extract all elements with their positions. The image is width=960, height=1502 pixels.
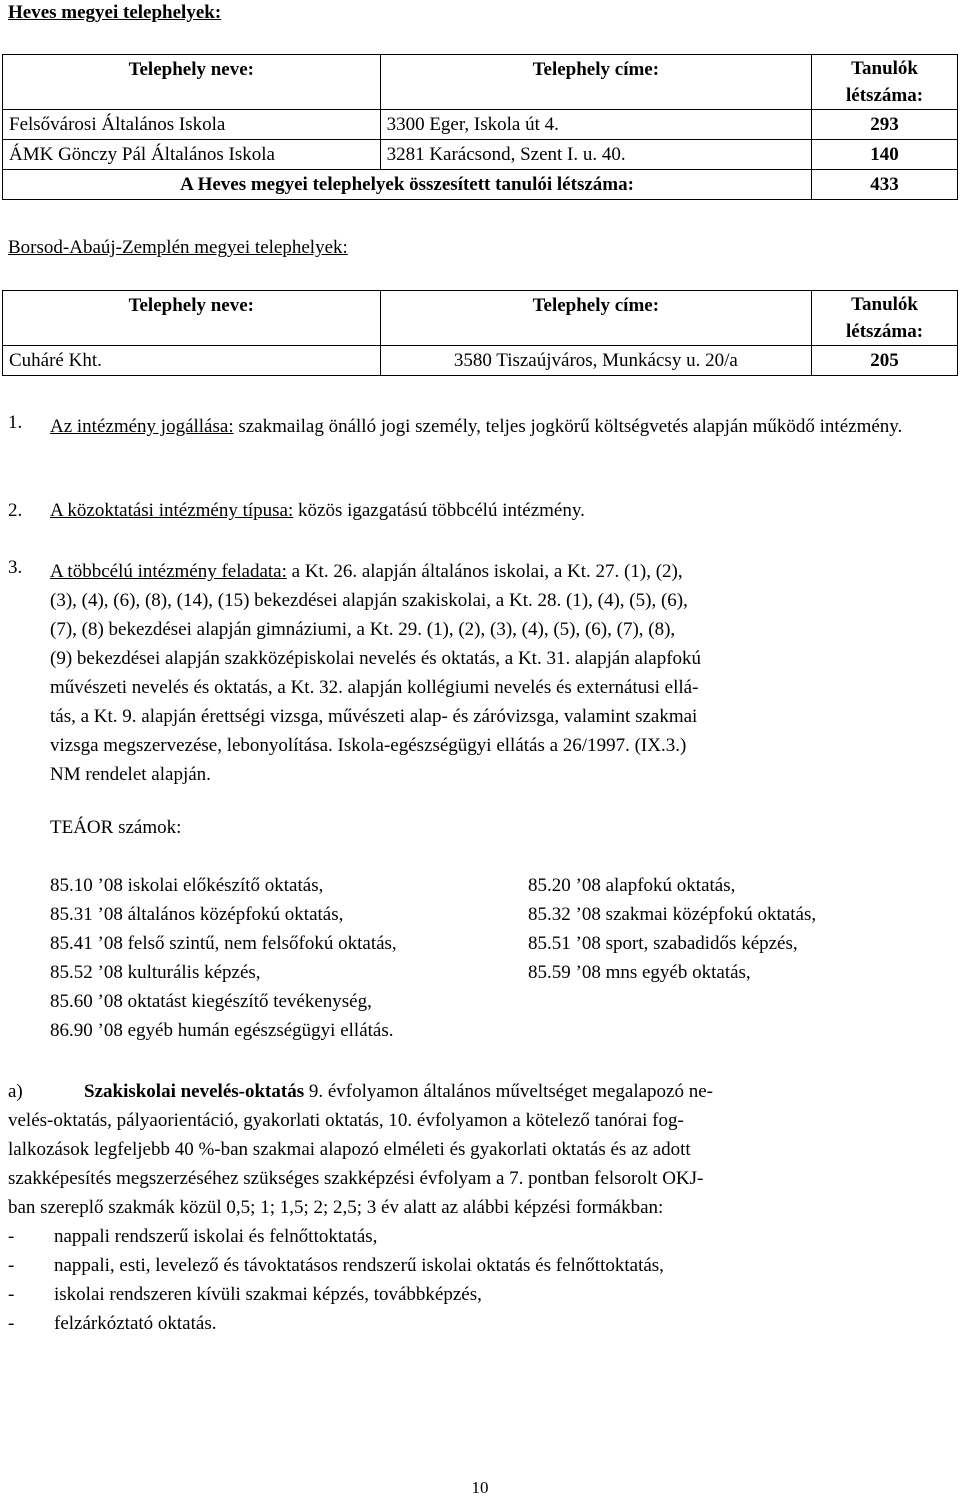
section-a-line: ban szereplő szakmák közül 0,5; 1; 1,5; 2; 2,5; 3 év alatt az alábbi képzési formákban:: [8, 1197, 664, 1218]
dash-icon: -: [8, 1255, 15, 1276]
total-value: 433: [812, 170, 958, 200]
section-a-line: velés-oktatás, pályaorientáció, gyakorlati oktatás, 10. évfolyamon a kötelező tanórai fog-: [8, 1110, 684, 1131]
item-1-label: Az intézmény jogállása:: [50, 416, 234, 437]
site-name: ÁMK Gönczy Pál Általános Iskola: [3, 140, 381, 170]
list-item-text: felzárkóztató oktatás.: [54, 1313, 217, 1334]
heves-header-name: Telephely neve:: [3, 55, 381, 110]
item-3-number: 3.: [8, 557, 23, 578]
item-3-line: vizsga megszervezése, lebonyolítása. Iskola-egészségügyi ellátás a 26/1997. (IX.3.): [50, 735, 687, 756]
heves-heading: Heves megyei telephelyek:: [8, 2, 222, 23]
page-number: 10: [471, 1478, 489, 1497]
list-item: [8, 1309, 928, 1338]
site-address: 3300 Eger, Iskola út 4.: [380, 110, 812, 140]
section-a-label: Szakiskolai nevelés-oktatás: [84, 1081, 305, 1102]
teaor-item: 85.41 ’08 felső szintű, nem felsőfokú oktatás,: [50, 933, 397, 954]
teaor-item: 85.52 ’08 kulturális képzés,: [50, 962, 261, 983]
list-item-text: iskolai rendszeren kívüli szakmai képzés, továbbképzés,: [54, 1284, 482, 1305]
teaor-right-list: [528, 871, 816, 987]
borsod-header-row: [3, 291, 958, 346]
heves-header-count-2: létszáma:: [846, 85, 924, 106]
item-3-line: a Kt. 26. alapján általános iskolai, a Kt. 27. (1), (2),: [286, 561, 683, 582]
item-3-line: NM rendelet alapján.: [50, 764, 211, 785]
item-2-label: A közoktatási intézmény típusa:: [50, 500, 294, 521]
item-3-line: (9) bekezdései alapján szakközépiskolai nevelés és oktatás, a Kt. 31. alapján alapfokú: [50, 648, 702, 669]
item-3-line: (7), (8) bekezdései alapján gimnáziumi, a Kt. 29. (1), (2), (3), (4), (5), (6), (7), (8),: [50, 619, 676, 640]
site-name: Felsővárosi Általános Iskola: [3, 110, 381, 140]
heves-header-count-1: Tanulók: [851, 58, 918, 79]
site-address: 3281 Karácsond, Szent I. u. 40.: [380, 140, 812, 170]
item-3-label: A többcélú intézmény feladata:: [50, 561, 287, 582]
site-count: 293: [812, 110, 958, 140]
table-row: [3, 140, 958, 170]
site-count: 140: [812, 140, 958, 170]
teaor-item: 85.60 ’08 oktatást kiegészítő tevékenység,: [50, 991, 372, 1012]
item-3-line: művészeti nevelés és oktatás, a Kt. 32. alapján kollégiumi nevelés és externátusi ellá-: [50, 677, 699, 698]
teaor-item: 85.10 ’08 iskolai előkészítő oktatás,: [50, 875, 324, 896]
list-item: [8, 1251, 928, 1280]
table-row: [3, 346, 958, 376]
teaor-item: 85.32 ’08 szakmai középfokú oktatás,: [528, 904, 817, 925]
teaor-item: 85.51 ’08 sport, szabadidős képzés,: [528, 933, 798, 954]
heves-header-row: [3, 55, 958, 110]
teaor-item: 85.20 ’08 alapfokú oktatás,: [528, 875, 736, 896]
borsod-heading: Borsod-Abaúj-Zemplén megyei telephelyek:: [8, 237, 348, 258]
list-item: [8, 1222, 928, 1251]
dash-icon: -: [8, 1226, 15, 1247]
item-2-number: 2.: [8, 500, 23, 521]
site-name: Cuháré Kht.: [3, 346, 381, 376]
heves-header-address: Telephely címe:: [380, 55, 812, 110]
list-item-text: nappali rendszerű iskolai és felnőttoktatás,: [54, 1226, 378, 1247]
section-a: [8, 1077, 928, 1338]
heves-header-count: [812, 55, 958, 110]
borsod-header-count-2: létszáma:: [846, 321, 924, 342]
total-label: A Heves megyei telephelyek összesített tanulói létszáma:: [3, 170, 812, 200]
list-item: [8, 1280, 928, 1309]
teaor-title: TEÁOR számok:: [50, 817, 182, 838]
borsod-table: [2, 290, 958, 376]
borsod-header-address: Telephely címe:: [380, 291, 812, 346]
dash-icon: -: [8, 1284, 15, 1305]
item-2-text: [50, 500, 585, 522]
site-address: 3580 Tiszaújváros, Munkácsy u. 20/a: [380, 346, 812, 376]
dash-icon: -: [8, 1313, 15, 1334]
section-a-marker: a): [8, 1081, 23, 1102]
borsod-header-count: [812, 291, 958, 346]
site-count: 205: [812, 346, 958, 376]
teaor-left-list: [50, 871, 397, 1045]
list-item-text: nappali, esti, levelező és távoktatásos rendszerű iskolai oktatás és felnőttoktatás,: [54, 1255, 664, 1276]
borsod-header-count-1: Tanulók: [851, 294, 918, 315]
teaor-item: 85.59 ’08 mns egyéb oktatás,: [528, 962, 751, 983]
borsod-header-name: Telephely neve:: [3, 291, 381, 346]
item-3-text: [50, 557, 928, 789]
item-1-text: [50, 412, 928, 441]
item-2-body: közös igazgatású többcélú intézmény.: [293, 500, 585, 521]
item-3-line: (3), (4), (6), (8), (14), (15) bekezdései alapján szakiskolai, a Kt. 28. (1), (4), (5), (6),: [50, 590, 688, 611]
section-a-line: 9. évfolyamon általános műveltséget megalapozó ne-: [304, 1081, 713, 1102]
teaor-item: 85.31 ’08 általános középfokú oktatás,: [50, 904, 344, 925]
section-a-line: szakképesítés megszerzéséhez szükséges szakképzési évfolyam a 7. pontban felsorolt OKJ-: [8, 1168, 704, 1189]
item-1-number: 1.: [8, 412, 23, 433]
section-a-line: lalkozások legfeljebb 40 %-ban szakmai alapozó elméleti és gyakorlati oktatás és az adott: [8, 1139, 691, 1160]
item-3-line: tás, a Kt. 9. alapján érettségi vizsga, művészeti alap- és záróvizsga, valamint szakmai: [50, 706, 698, 727]
heves-table: [2, 54, 958, 200]
teaor-item: 86.90 ’08 egyéb humán egészségügyi ellátás.: [50, 1020, 394, 1041]
section-a-bullets: [8, 1222, 928, 1338]
total-row: [3, 170, 958, 200]
item-1-body: szakmailag önálló jogi személy, teljes jogkörű költségvetés alapján működő intézmény.: [233, 416, 903, 437]
table-row: [3, 110, 958, 140]
